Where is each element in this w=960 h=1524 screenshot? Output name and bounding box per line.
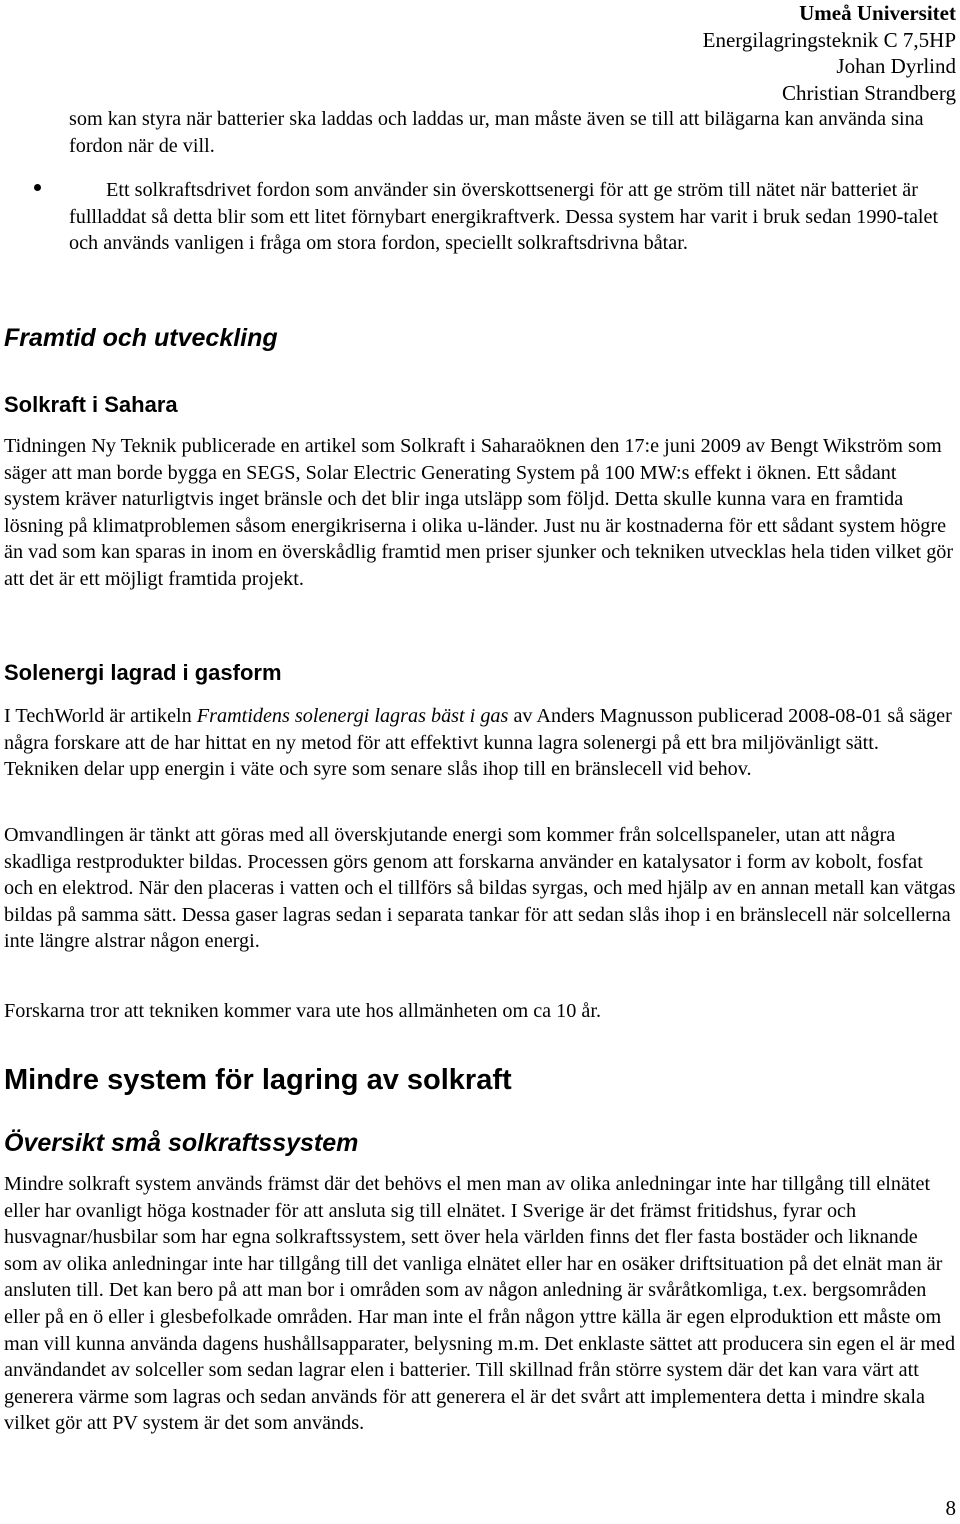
page-header bbox=[703, 0, 956, 106]
paragraph-sahara: Tidningen Ny Teknik publicerade en artikel som Solkraft i Saharaöknen den 17:e juni 2009 av Bengt Wikström som säger att man borde bygga en SEGS, Solar Electric Generating System på 100 MW:s effekt i öknen. Ett sådant system kräver naturligtvis inget bränsle och det blir inga utsläpp som följd. Detta skulle kunna vara en framtida lösning på klimatproblemen såsom energikriserna i olika u-länder. Just nu är kostnaderna för ett sådant system högre än vad som kan sparas in inom en överskådlig framtid men priser sjunker och tekniken utvecklas hela tiden vilket gör att det är ett möjligt framtida projekt. bbox=[4, 435, 954, 590]
continued-paragraph: som kan styra när batterier ska laddas och laddas ur, man måste även se till att bilägarna kan använda sina fordon när de vill. bbox=[69, 108, 924, 157]
paragraph-gas-3: Forskarna tror att tekniken kommer vara ute hos allmänheten om ca 10 år. bbox=[4, 1000, 602, 1022]
bullet-icon bbox=[30, 176, 46, 202]
paragraph-gas-1-start: I TechWorld är artikeln bbox=[4, 705, 197, 727]
bullet-item bbox=[69, 177, 949, 257]
header-university: Umeå Universitet bbox=[799, 1, 956, 25]
subsection-heading-sahara: Solkraft i Sahara bbox=[4, 392, 178, 417]
section-heading-future: Framtid och utveckling bbox=[4, 324, 278, 352]
paragraph-gas-1 bbox=[4, 703, 956, 783]
header-author: Johan Dyrlind bbox=[836, 54, 956, 78]
paragraph-gas-2: Omvandlingen är tänkt att göras med all överskjutande energi som kommer från solcellspaneler, utan att några skadliga restprodukter bildas. Processen görs genom att forskarna använder en katalysator i form av kobolt, fosfat och en elektrod. När den placeras i vatten och el tillförs så bildas syrgas, och med hjälp av en annan metall kan vätgas bildas på samma sätt. Dessa gaser lagras sedan i separata tankar för att sedan slås ihop i en bränslecell när solcellerna inte längre alstrar någon energi. bbox=[4, 824, 956, 953]
subsection-heading-overview: Översikt små solkraftssystem bbox=[4, 1129, 359, 1157]
bullet-item-text: Ett solkraftsdrivet fordon som använder sin överskottsenergi för att ge ström till nätet när batteriet är fullladdat så detta blir som ett litet förnybart energikraftverk. Dessa system har varit i bruk sedan 1990-talet och används vanligen i fråga om stora fordon, speciellt solkraftsdrivna båtar. bbox=[69, 179, 939, 255]
article-title: Framtidens solenergi lagras bäst i gas bbox=[196, 705, 509, 727]
subsection-heading-gas: Solenergi lagrad i gasform bbox=[4, 660, 282, 685]
section-heading-small-systems: Mindre system för lagring av solkraft bbox=[4, 1064, 512, 1096]
header-course: Energilagringsteknik C 7,5HP bbox=[702, 27, 956, 52]
page-number: 8 bbox=[945, 1496, 956, 1520]
paragraph-gas-1-end: av Anders Magnusson publicerad 2008-08-01 så säger några forskare att de har hittat en ny metod för att effektivt kunna lagra solenergi på ett bra miljövänligt sätt. Tekniken delar upp energin i väte och syre som senare slås ihop till en bränslecell vid behov. bbox=[4, 705, 952, 781]
header-author: Christian Strandberg bbox=[781, 80, 956, 105]
paragraph-overview: Mindre solkraft system används främst där det behövs el men man av olika anledningar inte har tillgång till elnätet eller har ovanligt höga kostnader för att ansluta sig till elnätet. I Sverige är det främst fritidshus, fyrar och husvagnar/husbilar som har egna solkraftssystem, sett över hela världen finns det fler fasta bostäder och liknande som av olika anledningar inte har tillgång till det vanliga elnätet eller har en osäker driftsituation på det elnät man är ansluten till. Det kan bero på att man bor i områden som av någon anledning är svåråtkomliga, t.ex. bergsområden eller på en ö eller i glesbefolkade områden. Har man inte el från någon yttre källa är egen elproduktion ett måste om man vill kunna använda dagens hushållsapparater, belysning m.m. Det enklaste sättet att producera sin egen el är med användandet av solceller som sedan lagrar elen i batterier. Till skillnad från större system där det kan vara värt att generera värme som lagras och sedan används för att generera el är det svårt att implementera detta i mindre skala vilket gör att PV system är det som används. bbox=[4, 1173, 956, 1435]
